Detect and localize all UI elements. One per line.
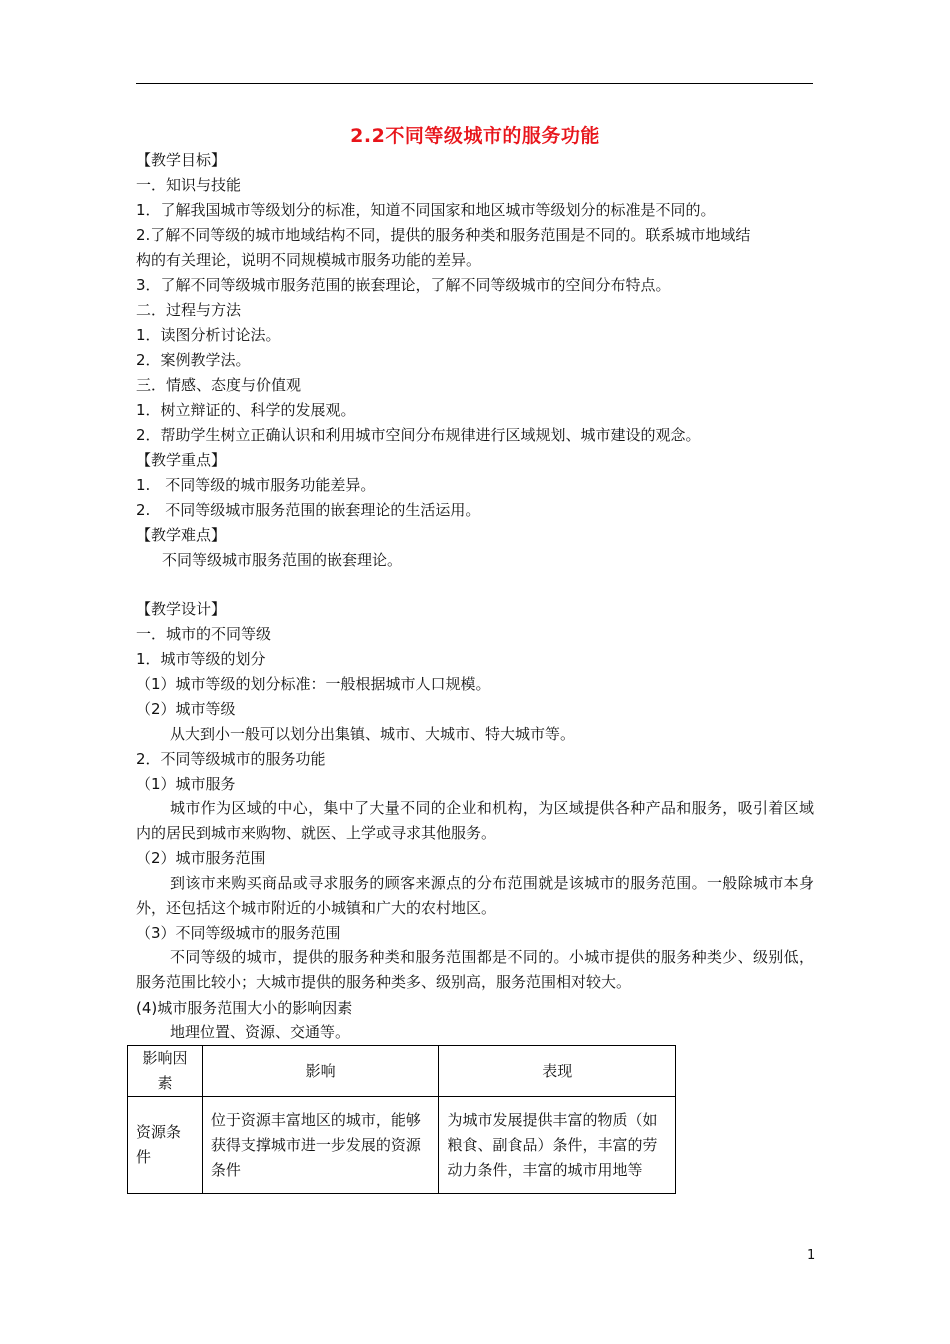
paragraph: 不同等级的城市，提供的服务种类和服务范围都是不同的。小城市提供的服务种类少、级别低，服务范围比较小；大城市提供的服务种类多、级别高，服务范围相对较大。 bbox=[136, 948, 814, 991]
text-line: 1．树立辩证的、科学的发展观。 bbox=[136, 401, 356, 419]
page-number: 1 bbox=[807, 1248, 816, 1263]
subsection-heading: 一．城市的不同等级 bbox=[136, 625, 272, 643]
table-header-cell: 影响因素 bbox=[128, 1046, 203, 1097]
factors-table bbox=[127, 1045, 676, 1194]
table-header-cell: 表现 bbox=[439, 1046, 676, 1097]
table-row bbox=[128, 1097, 676, 1194]
table-cell: 位于资源丰富地区的城市，能够获得支撑城市进一步发展的资源条件 bbox=[202, 1097, 439, 1194]
table-header-cell: 影响 bbox=[202, 1046, 439, 1097]
text-line: 从大到小一般可以划分出集镇、城市、大城市、特大城市等。 bbox=[170, 725, 576, 743]
text-line: 2．帮助学生树立正确认识和利用城市空间分布规律进行区域规划、城市建设的观念。 bbox=[136, 426, 701, 444]
subsection-heading: 三．情感、态度与价值观 bbox=[136, 376, 302, 394]
text-line: (4)城市服务范围大小的影响因素 bbox=[136, 999, 353, 1017]
section-heading-difficulties: 【教学难点】 bbox=[136, 526, 227, 544]
text-line: （2）城市等级 bbox=[136, 700, 236, 718]
table-cell: 资源条件 bbox=[128, 1097, 203, 1194]
text-line: 3．了解不同等级城市服务范围的嵌套理论，了解不同等级城市的空间分布特点。 bbox=[136, 276, 671, 294]
section-heading-key-points: 【教学重点】 bbox=[136, 451, 227, 469]
text-line: 地理位置、资源、交通等。 bbox=[170, 1023, 351, 1041]
text-line: 不同等级城市服务范围的嵌套理论。 bbox=[162, 551, 403, 569]
table-cell: 为城市发展提供丰富的物质（如粮食、副食品）条件，丰富的劳动力条件，丰富的城市用地等 bbox=[439, 1097, 676, 1194]
text-line: （1）城市等级的划分标准：一般根据城市人口规模。 bbox=[136, 675, 491, 693]
text-line: 2．案例教学法。 bbox=[136, 351, 251, 369]
text-line: 1．城市等级的划分 bbox=[136, 650, 266, 668]
text-line: 1．读图分析讨论法。 bbox=[136, 326, 281, 344]
text-line: （2）城市服务范围 bbox=[136, 849, 266, 867]
text-line: 1．了解我国城市等级划分的标准，知道不同国家和地区城市等级划分的标准是不同的。 bbox=[136, 201, 716, 219]
text-line: 1. 不同等级的城市服务功能差异。 bbox=[136, 476, 376, 494]
section-heading-design: 【教学设计】 bbox=[136, 600, 227, 618]
text-line: 2．不同等级城市的服务功能 bbox=[136, 750, 326, 768]
subsection-heading: 一．知识与技能 bbox=[136, 176, 242, 194]
text-line: （1）城市服务 bbox=[136, 775, 236, 793]
paragraph: 到该市来购买商品或寻求服务的顾客来源点的分布范围就是该城市的服务范围。一般除城市本身外，还包括这个城市附近的小城镇和广大的农村地区。 bbox=[136, 874, 814, 917]
document-title: 2.2不同等级城市的服务功能 bbox=[350, 125, 600, 147]
paragraph: 城市作为区域的中心，集中了大量不同的企业和机构，为区域提供各种产品和服务，吸引着区域内的居民到城市来购物、就医、上学或寻求其他服务。 bbox=[136, 799, 814, 842]
table-header-row bbox=[128, 1046, 676, 1097]
text-line: 构的有关理论，说明不同规模城市服务功能的差异。 bbox=[136, 251, 482, 269]
text-line: 2. 不同等级城市服务范围的嵌套理论的生活运用。 bbox=[136, 501, 481, 519]
text-line: 2.了解不同等级的城市地域结构不同，提供的服务种类和服务范围是不同的。联系城市地域结 bbox=[136, 226, 751, 244]
subsection-heading: 二．过程与方法 bbox=[136, 301, 242, 319]
section-heading-objectives: 【教学目标】 bbox=[136, 151, 227, 169]
header-rule bbox=[136, 83, 813, 84]
text-line: （3）不同等级城市的服务范围 bbox=[136, 924, 341, 942]
